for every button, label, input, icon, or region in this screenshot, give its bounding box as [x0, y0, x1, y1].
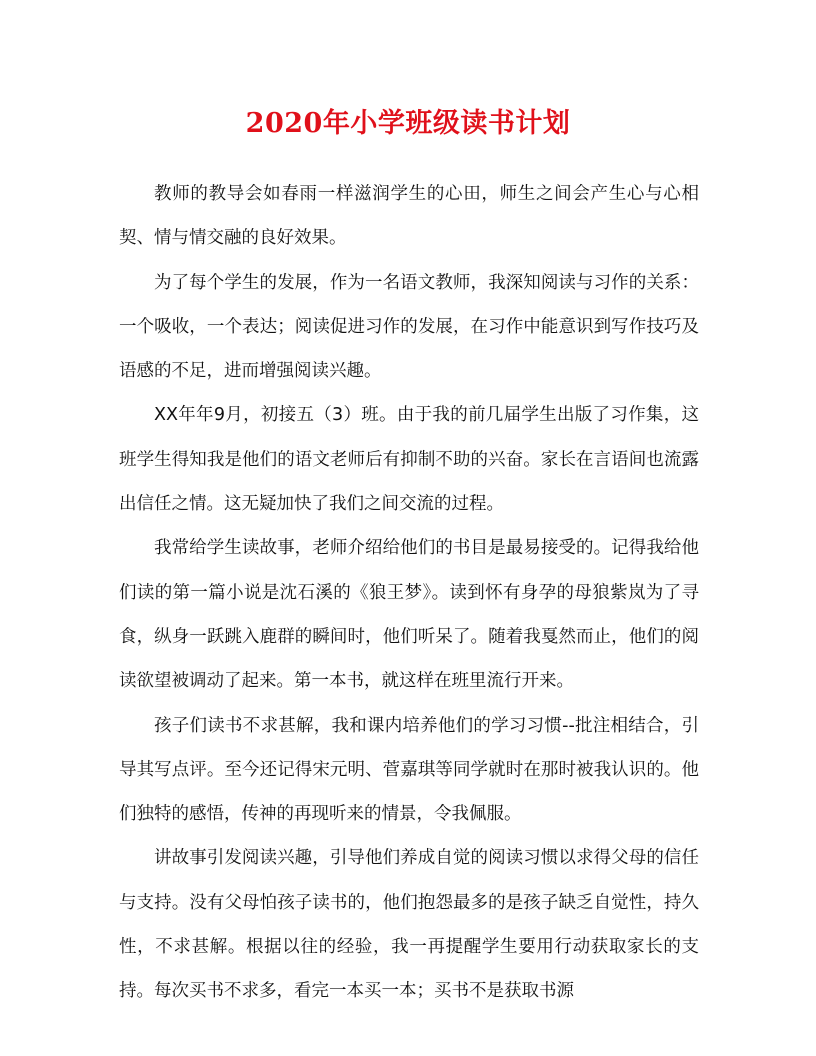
paragraph-5: 孩子们读书不求甚解，我和课内培养他们的学习习惯--批注相结合，引导其写点评。至今还记得宋元明、菅嘉琪等同学就时在那时被我认识的。他们独特的感悟，传神的再现听来的情景，令我佩服。: [119, 715, 699, 825]
document-title: 2020年小学班级读书计划: [245, 108, 571, 139]
paragraph-1: 教师的教导会如春雨一样滋润学生的心田，师生之间会产生心与心相契、情与情交融的良好效果。: [119, 184, 699, 249]
paragraph-6: 讲故事引发阅读兴趣，引导他们养成自觉的阅读习惯以求得父母的信任与支持。没有父母怕孩子读书的，他们抱怨最多的是孩子缺乏自觉性，持久性，不求甚解。根据以往的经验，我一再提醒学生要用行动获取家长的支持。每次买书不求多，看完一本买一本；买书不是获取书源: [119, 848, 699, 1002]
paragraph-3: XX年年9月，初接五（3）班。由于我的前几届学生出版了习作集，这班学生得知我是他们的语文老师后有抑制不助的兴奋。家长在言语间也流露出信任之情。这无疑加快了我们之间交流的过程。: [119, 405, 699, 515]
paragraph-2: 为了每个学生的发展，作为一名语文教师，我深知阅读与习作的关系：一个吸收，一个表达；阅读促进习作的发展，在习作中能意识到写作技巧及语感的不足，进而增强阅读兴趣。: [119, 272, 699, 382]
document-body: [119, 172, 699, 1014]
paragraph-4: 我常给学生读故事，老师介绍给他们的书目是最易接受的。记得我给他们读的第一篇小说是沈石溪的《狼王梦》。读到怀有身孕的母狼紫岚为了寻食，纵身一跃跳入鹿群的瞬间时，他们听呆了。随着我戛然而止，他们的阅读欲望被调动了起来。第一本书，就这样在班里流行开来。: [119, 538, 699, 692]
